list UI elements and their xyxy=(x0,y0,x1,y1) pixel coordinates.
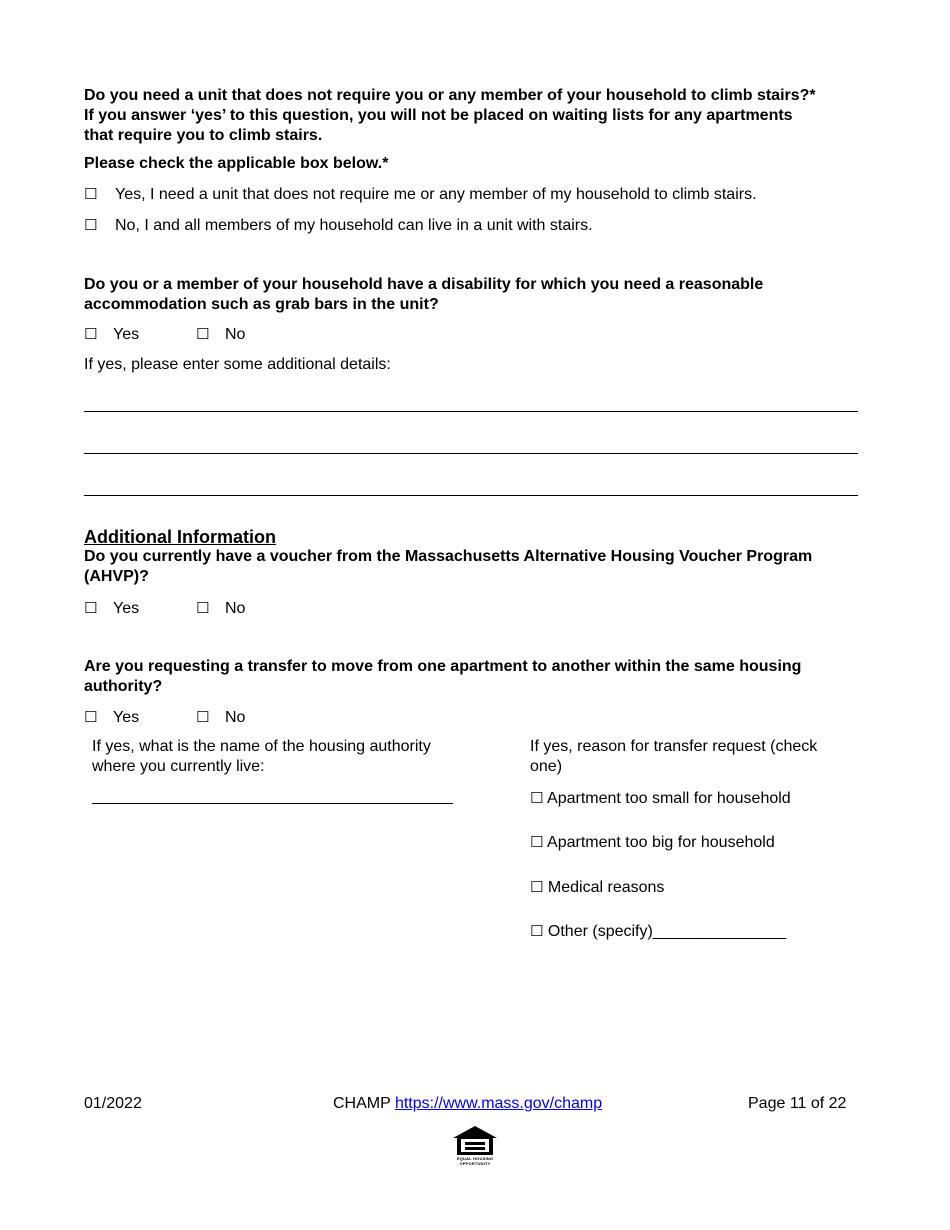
checkbox-icon[interactable]: ☐ xyxy=(530,878,544,896)
ahvp-no-option[interactable]: ☐ No xyxy=(196,599,246,617)
transfer-yes-option[interactable]: ☐ Yes xyxy=(84,708,140,726)
equal-housing-logo xyxy=(450,1124,500,1166)
disability-yes-option[interactable]: ☐ Yes xyxy=(84,325,140,343)
ahvp-question: Do you currently have a voucher from the Massachusetts Alternative Housing Voucher Program (AHVP)? xyxy=(84,548,813,585)
reason-option-medical[interactable]: ☐ Medical reasons xyxy=(530,878,665,896)
details-line-3[interactable] xyxy=(84,495,858,496)
stairs-option-no[interactable]: ☐ No, I and all members of my household can live in a unit with stairs. xyxy=(84,216,593,234)
disability-question: Do you or a member of your household have a disability for which you need a reasonable accommodation such as grab bars in the unit? xyxy=(84,276,764,313)
checkbox-icon[interactable]: ☐ xyxy=(530,833,544,851)
housing-authority-label: If yes, what is the name of the housing authority where you currently live: xyxy=(92,738,431,775)
reason-option-too-big[interactable]: ☐ Apartment too big for household xyxy=(530,833,775,851)
transfer-question: Are you requesting a transfer to move from one apartment to another within the same housing authority? xyxy=(84,658,802,695)
additional-info-heading: Additional Information xyxy=(84,527,276,547)
stairs-question: Do you need a unit that does not require you or any member of your household to climb stairs?* If you answer ‘yes’ to this question, you will not be placed on waiting lists for any apartments that require you to climb stairs. xyxy=(84,87,816,144)
transfer-no-option[interactable]: ☐ No xyxy=(196,708,246,726)
checkbox-icon[interactable]: ☐ xyxy=(84,216,98,234)
details-line-2[interactable] xyxy=(84,453,858,454)
transfer-reason-label: If yes, reason for transfer request (check one) xyxy=(530,738,818,775)
disability-no-option[interactable]: ☐ No xyxy=(196,325,246,343)
checkbox-icon[interactable]: ☐ xyxy=(196,599,210,617)
ahvp-yes-option[interactable]: ☐ Yes xyxy=(84,599,140,617)
checkbox-icon[interactable]: ☐ xyxy=(84,325,98,343)
stairs-option-yes[interactable]: ☐ Yes, I need a unit that does not require me or any member of my household to climb stairs. xyxy=(84,185,757,203)
checkbox-icon[interactable]: ☐ xyxy=(196,325,210,343)
checkbox-icon[interactable]: ☐ xyxy=(530,789,544,807)
logo-caption: EQUAL HOUSING OPPORTUNITY xyxy=(456,1156,494,1166)
checkbox-icon[interactable]: ☐ xyxy=(84,708,98,726)
checkbox-icon[interactable]: ☐ xyxy=(196,708,210,726)
checkbox-icon[interactable]: ☐ xyxy=(84,185,98,203)
details-line-1[interactable] xyxy=(84,411,858,412)
footer-date: 01/2022 xyxy=(84,1095,142,1112)
stairs-instruction: Please check the applicable box below.* xyxy=(84,155,389,172)
checkbox-icon[interactable]: ☐ xyxy=(530,922,544,940)
details-label: If yes, please enter some additional details: xyxy=(84,356,391,373)
reason-option-too-small[interactable]: ☐ Apartment too small for household xyxy=(530,789,791,807)
footer-page-number: Page 11 of 22 xyxy=(748,1095,847,1112)
champ-link[interactable]: https://www.mass.gov/champ xyxy=(394,1095,603,1112)
reason-option-other[interactable]: ☐ Other (specify)_______________ xyxy=(530,922,787,940)
footer-program: CHAMP https://www.mass.gov/champ xyxy=(333,1095,603,1112)
checkbox-icon[interactable]: ☐ xyxy=(84,599,98,617)
housing-authority-input-line[interactable] xyxy=(92,803,453,804)
